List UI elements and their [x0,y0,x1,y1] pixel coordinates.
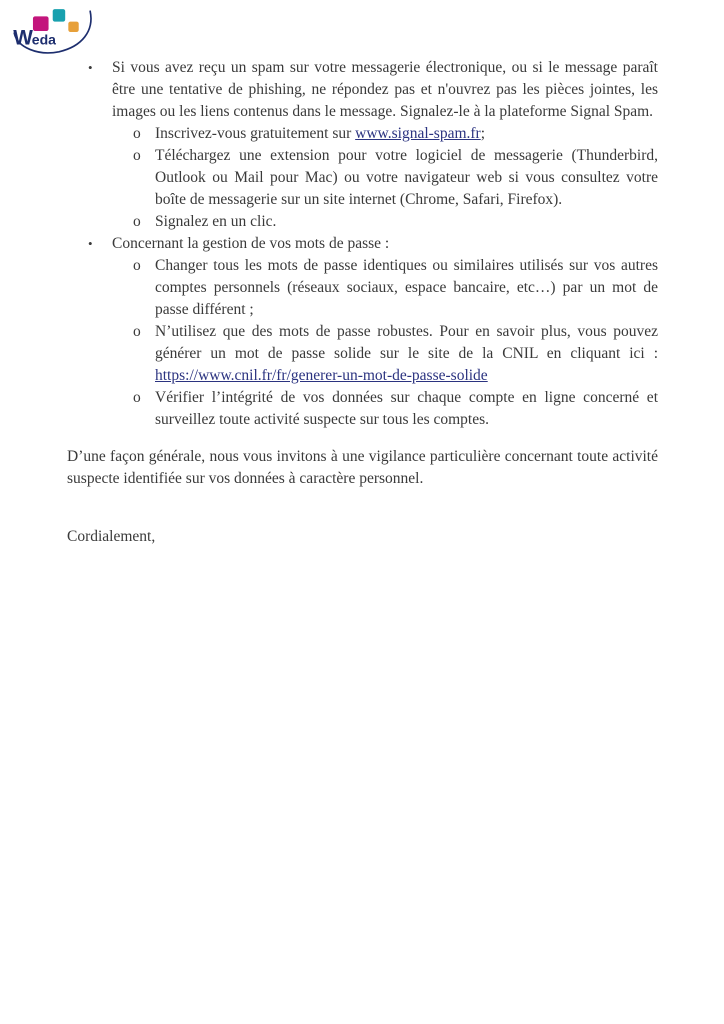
weda-logo [12,6,108,58]
list-item-text: ; [480,125,486,142]
letter-body [67,57,658,548]
bullet-marker: o [133,147,141,164]
list-item-spam [67,57,658,123]
list-item-text: Changer tous les mots de passe identiques ou similaires utilisés sur vos autres comptes personnels (réseaux sociaux, espace bancaire, etc…) par un mot de passe différent ; [155,257,658,318]
list-item-text: Si vous avez reçu un spam sur votre messagerie électronique, ou si le message paraît être une tentative de phishing, ne répondez pas et n'ouvrez pas les pièces jointes, les images ou les liens contenus dans le message. Signalez-le à la plateforme Signal Spam. [112,59,658,120]
bullet-marker: o [133,323,141,340]
list-item-text: N’utilisez que des mots de passe robustes. Pour en savoir plus, vous pouvez générer un mot de passe solide sur le site de la CNIL en cliquant ici : [155,323,658,362]
bullet-marker: o [133,213,141,230]
list-item-change-passwords [67,255,658,321]
cnil-password-link[interactable]: https://www.cnil.fr/fr/generer-un-mot-de-passe-solide [155,367,488,384]
bullet-marker: o [133,125,141,142]
list-item-verify-integrity [67,387,658,431]
bullet-marker: • [88,60,93,75]
bullet-marker: o [133,257,141,274]
logo-square-magenta [33,16,49,31]
list-item-text: Inscrivez-vous gratuitement sur [155,125,356,142]
list-item-one-click [67,211,658,233]
logo-square-orange [68,22,78,32]
closing-paragraph: D’une façon générale, nous vous invitons à une vigilance particulière concernant toute activité suspecte identifiée sur vos données à caractère personnel. [67,448,658,487]
list-item-passwords [67,233,658,255]
list-item-robust-passwords [67,321,658,387]
list-item-text: Vérifier l’intégrité de vos données sur chaque compte en ligne concerné et surveillez toute activité suspecte sur tous les comptes. [155,389,658,428]
signal-spam-link[interactable]: www.signal-spam.fr [355,125,481,142]
bullet-marker: • [88,236,93,251]
logo-square-teal [53,9,65,21]
list-item-extension [67,145,658,211]
logo-wordmark: Weda [13,26,56,50]
list-item-text: Concernant la gestion de vos mots de passe : [112,235,390,252]
list-item-text: Téléchargez une extension pour votre logiciel de messagerie (Thunderbird, Outlook ou Mail pour Mac) ou votre navigateur web si vous consultez votre boîte de messagerie sur un site internet (Chrome, Safari, Firefox). [155,147,658,208]
list-item-signal-spam-signup [67,123,658,145]
list-item-text: Signalez en un clic. [155,213,277,230]
bullet-marker: o [133,389,141,406]
sign-off: Cordialement, [67,528,156,545]
